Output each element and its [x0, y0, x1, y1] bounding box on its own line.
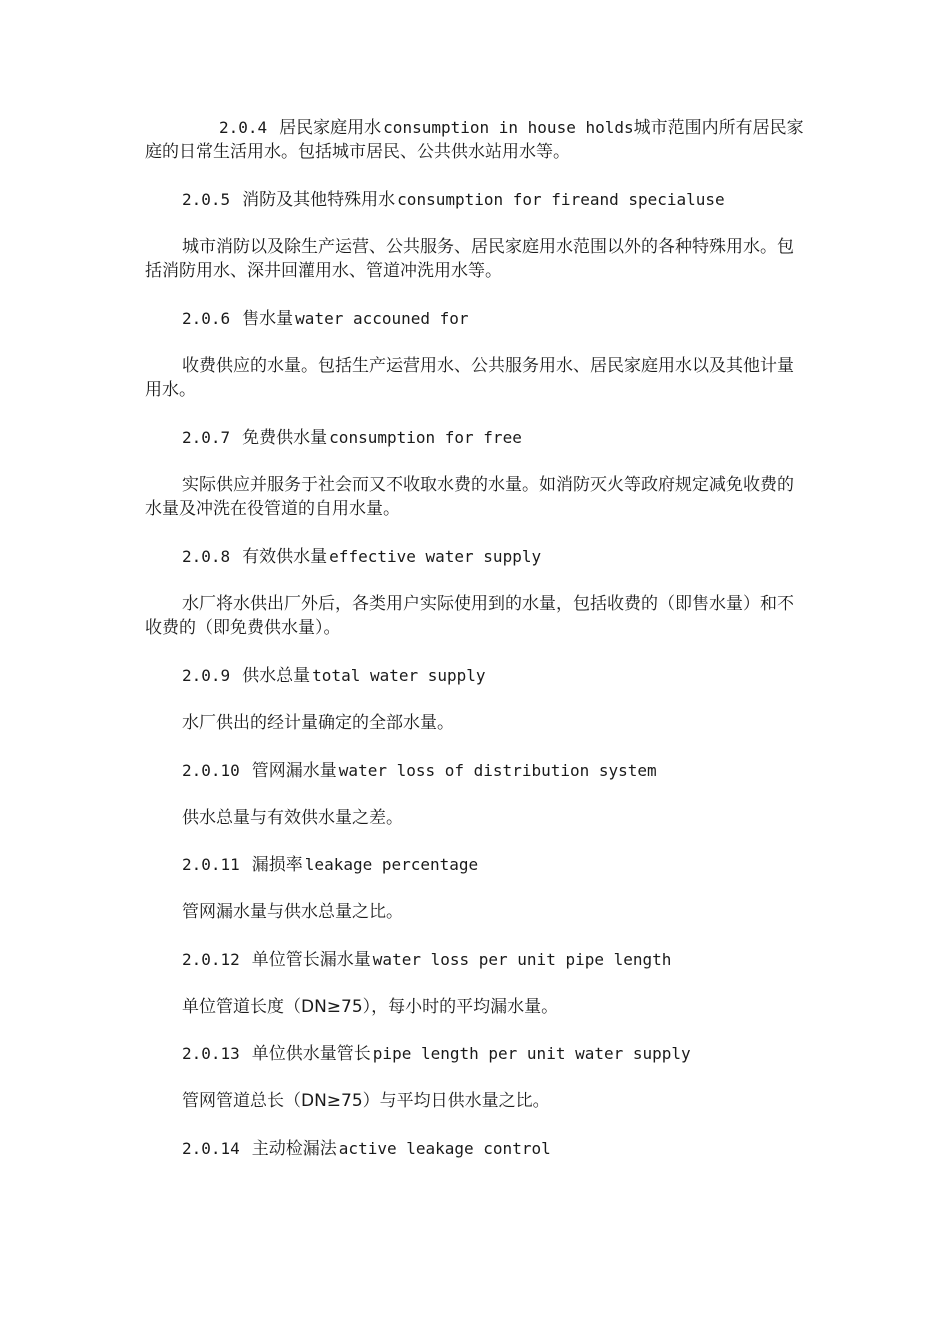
- term-english: consumption for fireand specialuse: [397, 190, 725, 209]
- term-chinese: 售水量: [242, 309, 294, 329]
- term-number: 2.0.6: [182, 309, 231, 328]
- term-heading-2-0-7: [182, 426, 522, 450]
- term-chinese: 免费供水量: [242, 428, 328, 448]
- term-english: consumption in house holds: [383, 118, 634, 137]
- term-chinese: 有效供水量: [242, 547, 328, 567]
- term-number: 2.0.11: [182, 855, 240, 874]
- term-definition-2-0-12: 单位管道长度（DN≥75），每小时的平均漏水量。: [182, 997, 559, 1017]
- term-heading-2-0-6: [182, 307, 469, 331]
- term-number: 2.0.10: [182, 761, 240, 780]
- term-number: 2.0.9: [182, 666, 231, 685]
- term-chinese: 管网漏水量: [251, 761, 337, 781]
- term-number: 2.0.13: [182, 1044, 240, 1063]
- term-definition-2-0-8: 水厂将水供出厂外后，各类用户实际使用到的水量，包括收费的（即售水量）和不收费的（即免费供水量）。: [145, 594, 794, 638]
- term-chinese: 消防及其他特殊用水: [242, 190, 396, 210]
- term-heading-2-0-5: [182, 188, 725, 212]
- term-english: water loss of distribution system: [338, 761, 657, 780]
- term-english: active leakage control: [338, 1139, 551, 1158]
- term-definition-2-0-9: 水厂供出的经计量确定的全部水量。: [182, 713, 454, 733]
- term-english: consumption for free: [329, 428, 522, 447]
- term-heading-2-0-10: [182, 759, 657, 783]
- term-definition-2-0-11: 管网漏水量与供水总量之比。: [182, 902, 403, 922]
- term-definition-2-0-7: 实际供应并服务于社会而又不收取水费的水量。如消防灭火等政府规定减免收费的水量及冲洗在役管道的自用水量。: [145, 475, 794, 519]
- term-number: 2.0.8: [182, 547, 231, 566]
- term-english: leakage percentage: [304, 855, 479, 874]
- term-heading-2-0-13: [182, 1042, 691, 1066]
- term-chinese: 居民家庭用水: [279, 118, 382, 138]
- term-english: water loss per unit pipe length: [372, 950, 672, 969]
- term-number: 2.0.12: [182, 950, 240, 969]
- term-heading-2-0-9: [182, 664, 486, 688]
- term-number: 2.0.7: [182, 428, 231, 447]
- term-number: 2.0.14: [182, 1139, 240, 1158]
- term-heading-2-0-11: [182, 853, 478, 877]
- term-definition-2-0-6: 收费供应的水量。包括生产运营用水、公共服务用水、居民家庭用水以及其他计量用水。: [145, 356, 794, 400]
- term-definition-2-0-10: 供水总量与有效供水量之差。: [182, 808, 403, 828]
- term-chinese: 主动检漏法: [251, 1139, 337, 1159]
- term-number: 2.0.4: [219, 118, 268, 137]
- term-english: water accouned for: [295, 309, 469, 328]
- term-heading-2-0-12: [182, 948, 671, 972]
- term-heading-2-0-8: [182, 545, 541, 569]
- term-chinese: 单位管长漏水量: [251, 950, 371, 970]
- term-heading-2-0-14: [182, 1137, 551, 1161]
- term-definition-2-0-5: 城市消防以及除生产运营、公共服务、居民家庭用水范围以外的各种特殊用水。包括消防用水、深井回灌用水、管道冲洗用水等。: [145, 237, 794, 281]
- term-english: pipe length per unit water supply: [372, 1044, 691, 1063]
- term-english: total water supply: [312, 666, 486, 685]
- term-number: 2.0.5: [182, 190, 231, 209]
- entry-2-0-4: [145, 116, 807, 164]
- term-definition-2-0-13: 管网管道总长（DN≥75）与平均日供水量之比。: [182, 1091, 550, 1111]
- term-definition: 城市范围内所有居民家庭的日常生活用水。包括城市居民、公共供水站用水等。: [145, 118, 804, 162]
- term-chinese: 单位供水量管长: [251, 1044, 371, 1064]
- term-chinese: 供水总量: [242, 666, 311, 686]
- term-chinese: 漏损率: [251, 855, 303, 875]
- term-english: effective water supply: [329, 547, 542, 566]
